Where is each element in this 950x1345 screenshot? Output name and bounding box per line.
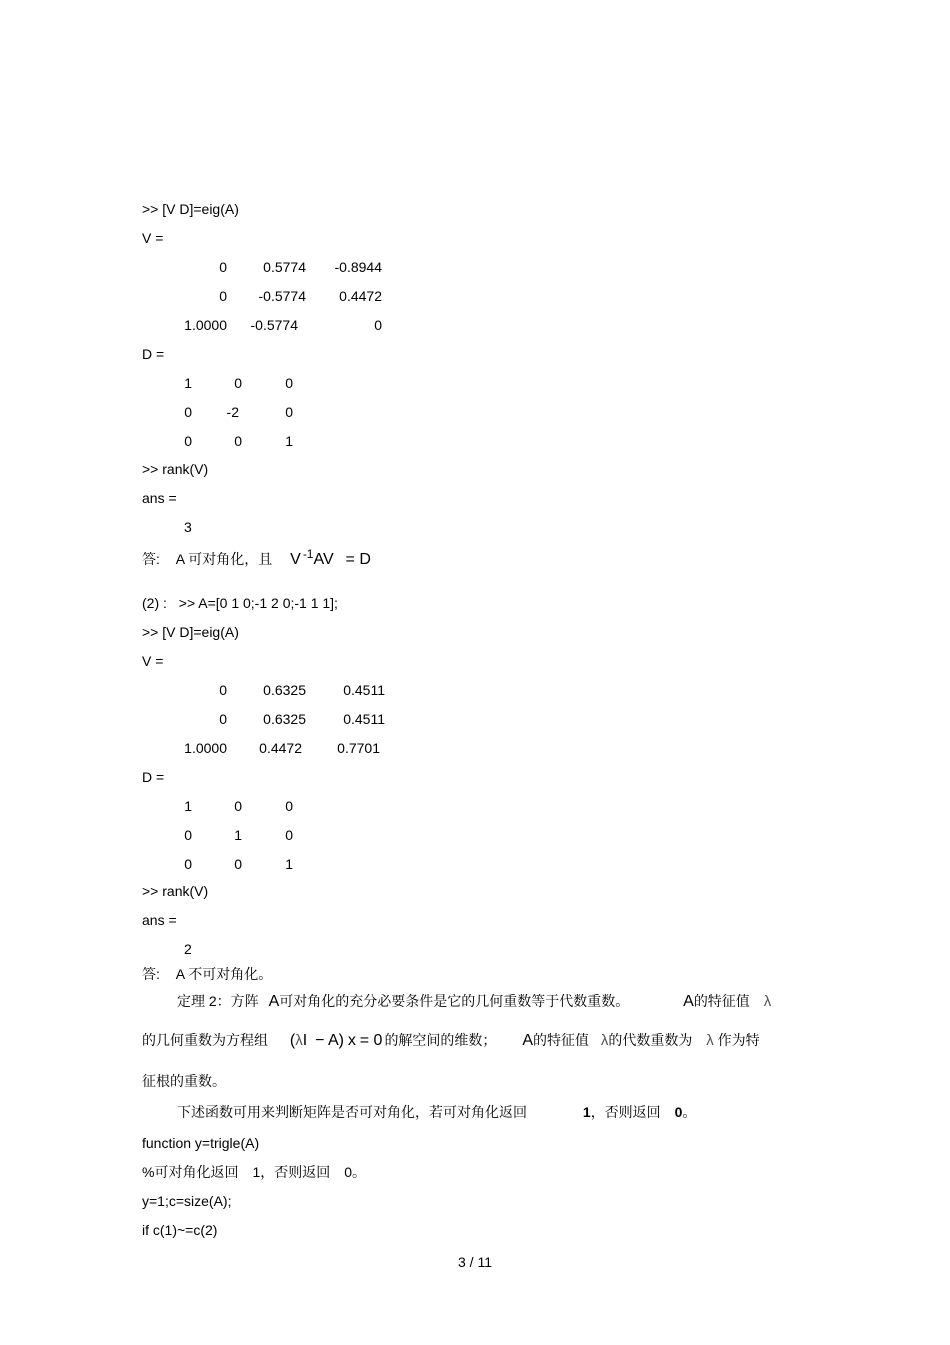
- matrix-cell: 0: [219, 259, 227, 275]
- theorem-text: 的特征值: [693, 993, 750, 1009]
- part2-line: [142, 595, 338, 611]
- matrix-cell: 0: [184, 827, 192, 843]
- matrix-cell: 1: [234, 827, 242, 843]
- matrix-cell: 1: [184, 798, 192, 814]
- answer-2: [142, 966, 272, 982]
- lambda-symbol: λ: [295, 1032, 303, 1049]
- page-number: 3 / 11: [458, 1254, 492, 1270]
- formula-rest: AV: [313, 551, 334, 568]
- matrix-cell: -0.8944: [334, 259, 382, 275]
- eq-open: (: [289, 1032, 296, 1049]
- matrix-cell: 1.0000: [184, 317, 227, 333]
- eq-minus: − A): [315, 1032, 344, 1049]
- lambda-symbol: λ: [600, 1032, 609, 1049]
- code-line: y=1;c=size(A);: [142, 1193, 232, 1209]
- theorem-text: 可对角化的充分必要条件是它的几何重数等于代数重数。: [279, 993, 630, 1009]
- matrix-cell: 0: [374, 317, 382, 333]
- theorem-a: A: [268, 993, 280, 1010]
- matrix-cell: 0: [234, 375, 242, 391]
- matrix-cell: 0: [234, 798, 242, 814]
- cmd-eig-2: >> [V D]=eig(A): [142, 624, 239, 640]
- theorem-line-1: [177, 993, 771, 1010]
- part2-prefix: (2) :: [142, 595, 167, 611]
- matrix-cell: 0: [285, 375, 293, 391]
- ans-label-1: ans =: [142, 490, 177, 506]
- answer-prefix: 答:: [142, 551, 160, 567]
- matrix-cell: -0.5774: [258, 288, 306, 304]
- matrix-cell: 0: [285, 404, 293, 420]
- matrix-cell: 1: [285, 856, 293, 872]
- matrix-cell: 0: [184, 433, 192, 449]
- d-label-1: D =: [142, 346, 165, 362]
- theorem-text: 定理 2：方阵: [177, 993, 259, 1009]
- theorem-a: A: [522, 1032, 533, 1049]
- intro-text: 。: [682, 1104, 697, 1120]
- matrix-cell: 0.7701: [337, 740, 380, 756]
- matrix-cell: 0.5774: [263, 259, 306, 275]
- ans-value-2: 2: [184, 941, 192, 957]
- theorem-line-3: 征根的重数。: [142, 1073, 226, 1089]
- matrix-cell: 0: [219, 682, 227, 698]
- d-label-2: D =: [142, 769, 165, 785]
- answer-1: [142, 547, 371, 568]
- theorem-text: 作为特: [717, 1032, 760, 1048]
- formula-v: V: [290, 551, 301, 568]
- theorem-text: 的特征值: [533, 1032, 589, 1048]
- eq-x: x: [347, 1032, 356, 1049]
- matrix-cell: -2: [226, 404, 239, 420]
- matrix-cell: 1: [184, 375, 192, 391]
- intro-text: ，否则返回: [590, 1104, 661, 1120]
- theorem-text: 的代数重数为: [608, 1032, 693, 1048]
- matrix-cell: 0.6325: [263, 711, 306, 727]
- theorem-text: 的几何重数为方程组: [142, 1032, 268, 1048]
- matrix-cell: 0: [184, 404, 192, 420]
- theorem-text: 的解空间的维数；: [384, 1032, 497, 1048]
- eq-identity: I: [302, 1032, 308, 1049]
- matrix-cell: 0: [285, 827, 293, 843]
- matrix-cell: 0.4511: [343, 682, 385, 698]
- matrix-cell: 0.4472: [339, 288, 382, 304]
- cmd-rank-1: >> rank(V): [142, 461, 209, 477]
- matrix-cell: 0: [219, 288, 227, 304]
- lambda-symbol: λ: [706, 1032, 714, 1049]
- theorem-line-2: [142, 1032, 760, 1049]
- v-label-2: V =: [142, 653, 164, 669]
- ans-label-2: ans =: [142, 912, 177, 928]
- code-line: function y=trigle(A): [142, 1135, 260, 1151]
- cmd-def-2: >> A=[0 1 0;-1 2 0;-1 1 1];: [178, 595, 338, 611]
- intro-zero: 0: [674, 1104, 683, 1120]
- matrix-cell: 0: [219, 711, 227, 727]
- matrix-cell: 0.4472: [259, 740, 302, 756]
- matrix-cell: -0.5774: [250, 317, 298, 333]
- matrix-cell: 0.4511: [343, 711, 385, 727]
- v-label-1: V =: [142, 230, 164, 246]
- intro-text: 下述函数可用来判断矩阵是否可对角化，若可对角化返回: [177, 1104, 527, 1120]
- matrix-cell: 0.6325: [263, 682, 306, 698]
- matrix-cell: 1.0000: [184, 740, 227, 756]
- answer-text: A 可对角化，且: [175, 551, 273, 567]
- ans-value-1: 3: [184, 519, 192, 535]
- matrix-cell: 0: [234, 856, 242, 872]
- code-line: if c(1)~=c(2): [142, 1222, 218, 1238]
- matrix-cell: 0: [234, 433, 242, 449]
- matrix-cell: 0: [285, 798, 293, 814]
- formula-eq: = D: [345, 551, 371, 568]
- function-intro: [177, 1104, 696, 1120]
- intro-one: 1: [582, 1104, 591, 1120]
- matrix-cell: 1: [285, 433, 293, 449]
- lambda-symbol: λ: [763, 993, 772, 1010]
- formula-sup: -1: [302, 547, 314, 561]
- theorem-a: A: [683, 993, 694, 1010]
- answer-prefix: 答:: [142, 966, 160, 982]
- matrix-cell: 0: [184, 856, 192, 872]
- cmd-eig-1: >> [V D]=eig(A): [142, 201, 239, 217]
- eq-zero: = 0: [359, 1032, 383, 1049]
- cmd-rank-2: >> rank(V): [142, 883, 209, 899]
- answer-text: A 不可对角化。: [175, 966, 273, 982]
- code-line: %可对角化返回 1，否则返回 0。: [142, 1164, 367, 1180]
